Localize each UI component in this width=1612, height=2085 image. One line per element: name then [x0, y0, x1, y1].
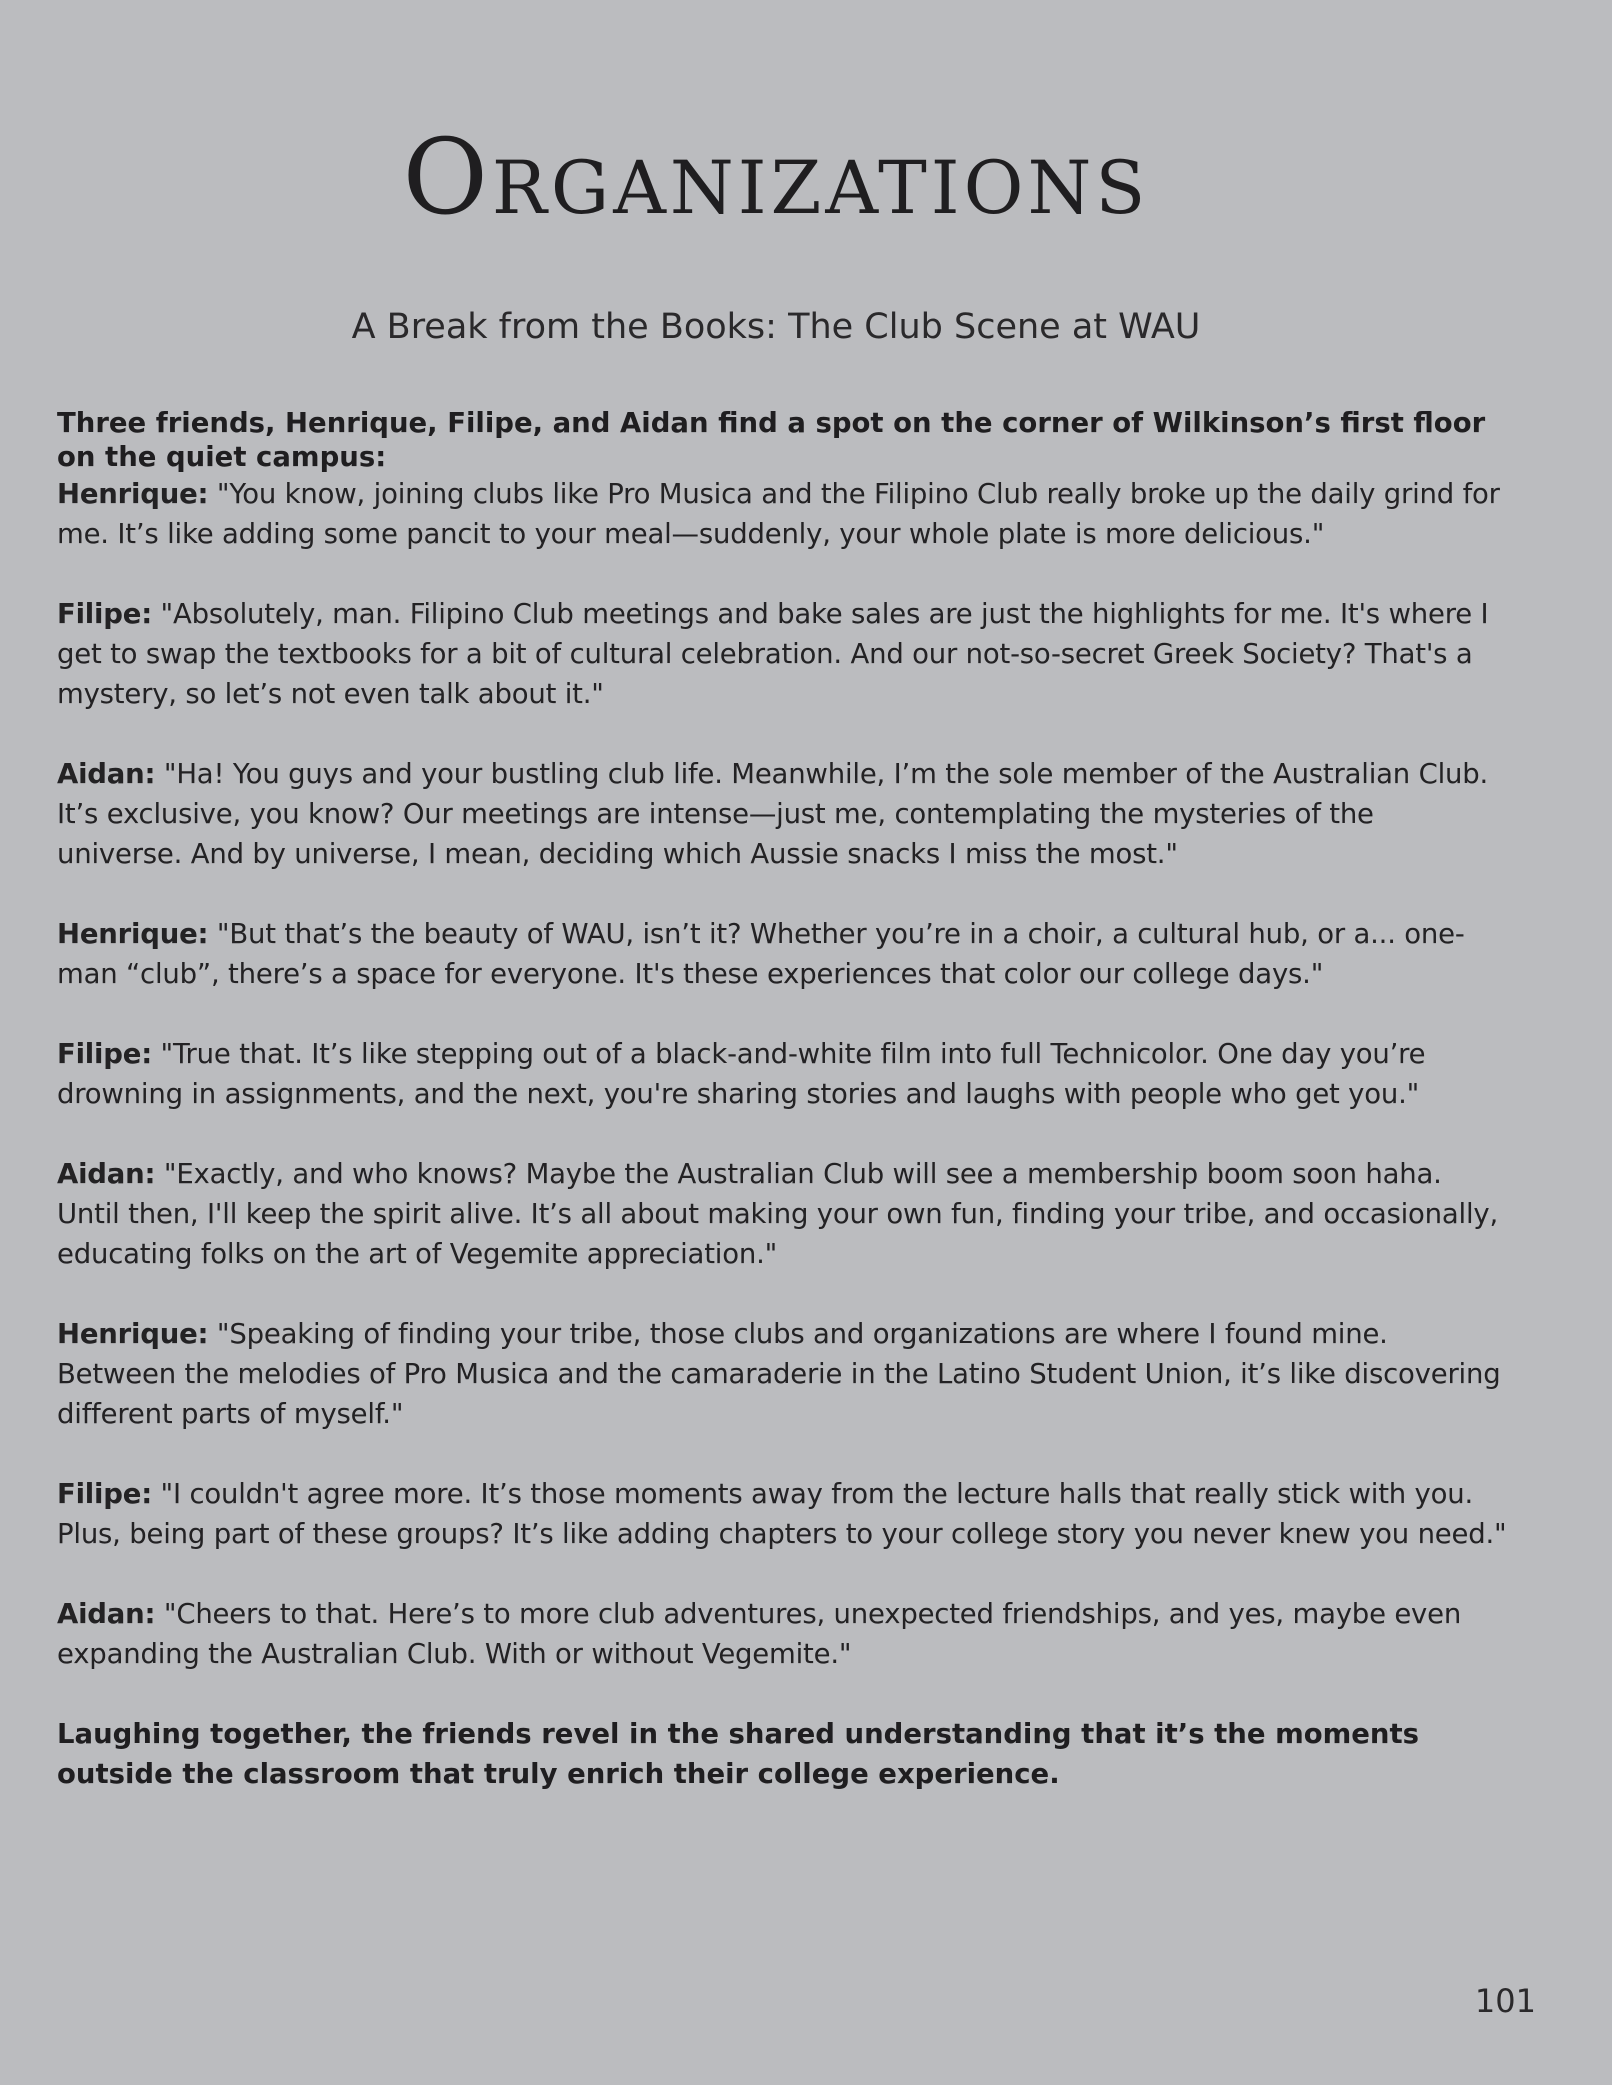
- dialogue-line: [57, 1314, 1507, 1434]
- dialogue-line: [57, 1594, 1507, 1674]
- dialogue-text: "Speaking of finding your tribe, those clubs and organizations are where I found mine. Between the melodies of Pro Musica and the camaraderie in the Latino Student Union, it’s like discovering different parts of myself.": [57, 1318, 1501, 1430]
- dialogue-text: "But that’s the beauty of WAU, isn’t it? Whether you’re in a choir, a cultural hub, or a... one-man “club”, there’s a space for everyone. It's these experiences that color our college days.": [57, 918, 1465, 990]
- dialogue-line: [57, 594, 1507, 714]
- intro-paragraph: Three friends, Henrique, Filipe, and Aidan find a spot on the corner of Wilkinson’s first floor on the quiet campus:: [57, 407, 1486, 473]
- dialogue-text: "True that. It’s like stepping out of a black-and-white film into full Technicolor. One day you’re drowning in assignments, and the next, you're sharing stories and laughs with people who get you.": [57, 1038, 1426, 1110]
- dialogue-line: [57, 1154, 1507, 1274]
- page-number: 101: [1474, 1982, 1536, 2020]
- dialogue-text: "Absolutely, man. Filipino Club meetings and bake sales are just the highlights for me. It's where I get to swap the textbooks for a bit of cultural celebration. And our not-so-secret Greek Society? That's a mystery, so let’s not even talk about it.": [57, 598, 1489, 710]
- dialogue-text: "Cheers to that. Here’s to more club adventures, unexpected friendships, and yes, maybe even expanding the Australian Club. With or without Vegemite.": [57, 1598, 1462, 1670]
- dialogue-text: "Exactly, and who knows? Maybe the Australian Club will see a membership boom soon haha. Until then, I'll keep the spirit alive. It’s all about making your own fun, finding your tribe, and occasionally, educating folks on the art of Vegemite appreciation.": [57, 1158, 1499, 1270]
- page-title: Organizations: [402, 116, 1150, 238]
- speaker-name: Aidan:: [57, 1158, 156, 1190]
- speaker-name: Henrique:: [57, 1318, 209, 1350]
- speaker-name: Henrique:: [57, 918, 209, 950]
- dialogue-line: [57, 1474, 1507, 1554]
- speaker-name: Filipe:: [57, 1038, 152, 1070]
- dialogue-line: [57, 1034, 1507, 1114]
- speaker-name: Aidan:: [57, 1598, 156, 1630]
- speaker-name: Filipe:: [57, 598, 152, 630]
- dialogue-line: [57, 914, 1507, 994]
- speaker-name: Aidan:: [57, 758, 156, 790]
- dialogue-text: "Ha! You guys and your bustling club life. Meanwhile, I’m the sole member of the Australian Club. It’s exclusive, you know? Our meetings are intense—just me, contemplating the mysteries of the universe. And by universe, I mean, deciding which Aussie snacks I miss the most.": [57, 758, 1489, 870]
- dialogue-line: [57, 754, 1507, 874]
- article-subtitle: A Break from the Books: The Club Scene at WAU: [351, 307, 1201, 347]
- dialogue-text: "You know, joining clubs like Pro Musica and the Filipino Club really broke up the daily grind for me. It’s like adding some pancit to your meal—suddenly, your whole plate is more delicious.": [57, 478, 1500, 550]
- dialogue-line: [57, 474, 1507, 554]
- article-body: [57, 406, 1507, 1794]
- speaker-name: Filipe:: [57, 1478, 152, 1510]
- dialogue-list: [57, 474, 1507, 1674]
- closing-paragraph: Laughing together, the friends revel in the shared understanding that it’s the moments outside the classroom that truly enrich their college experience.: [57, 1718, 1420, 1790]
- dialogue-text: "I couldn't agree more. It’s those moments away from the lecture halls that really stick with you. Plus, being part of these groups? It’s like adding chapters to your college story you never knew you need.": [57, 1478, 1507, 1550]
- speaker-name: Henrique:: [57, 478, 209, 510]
